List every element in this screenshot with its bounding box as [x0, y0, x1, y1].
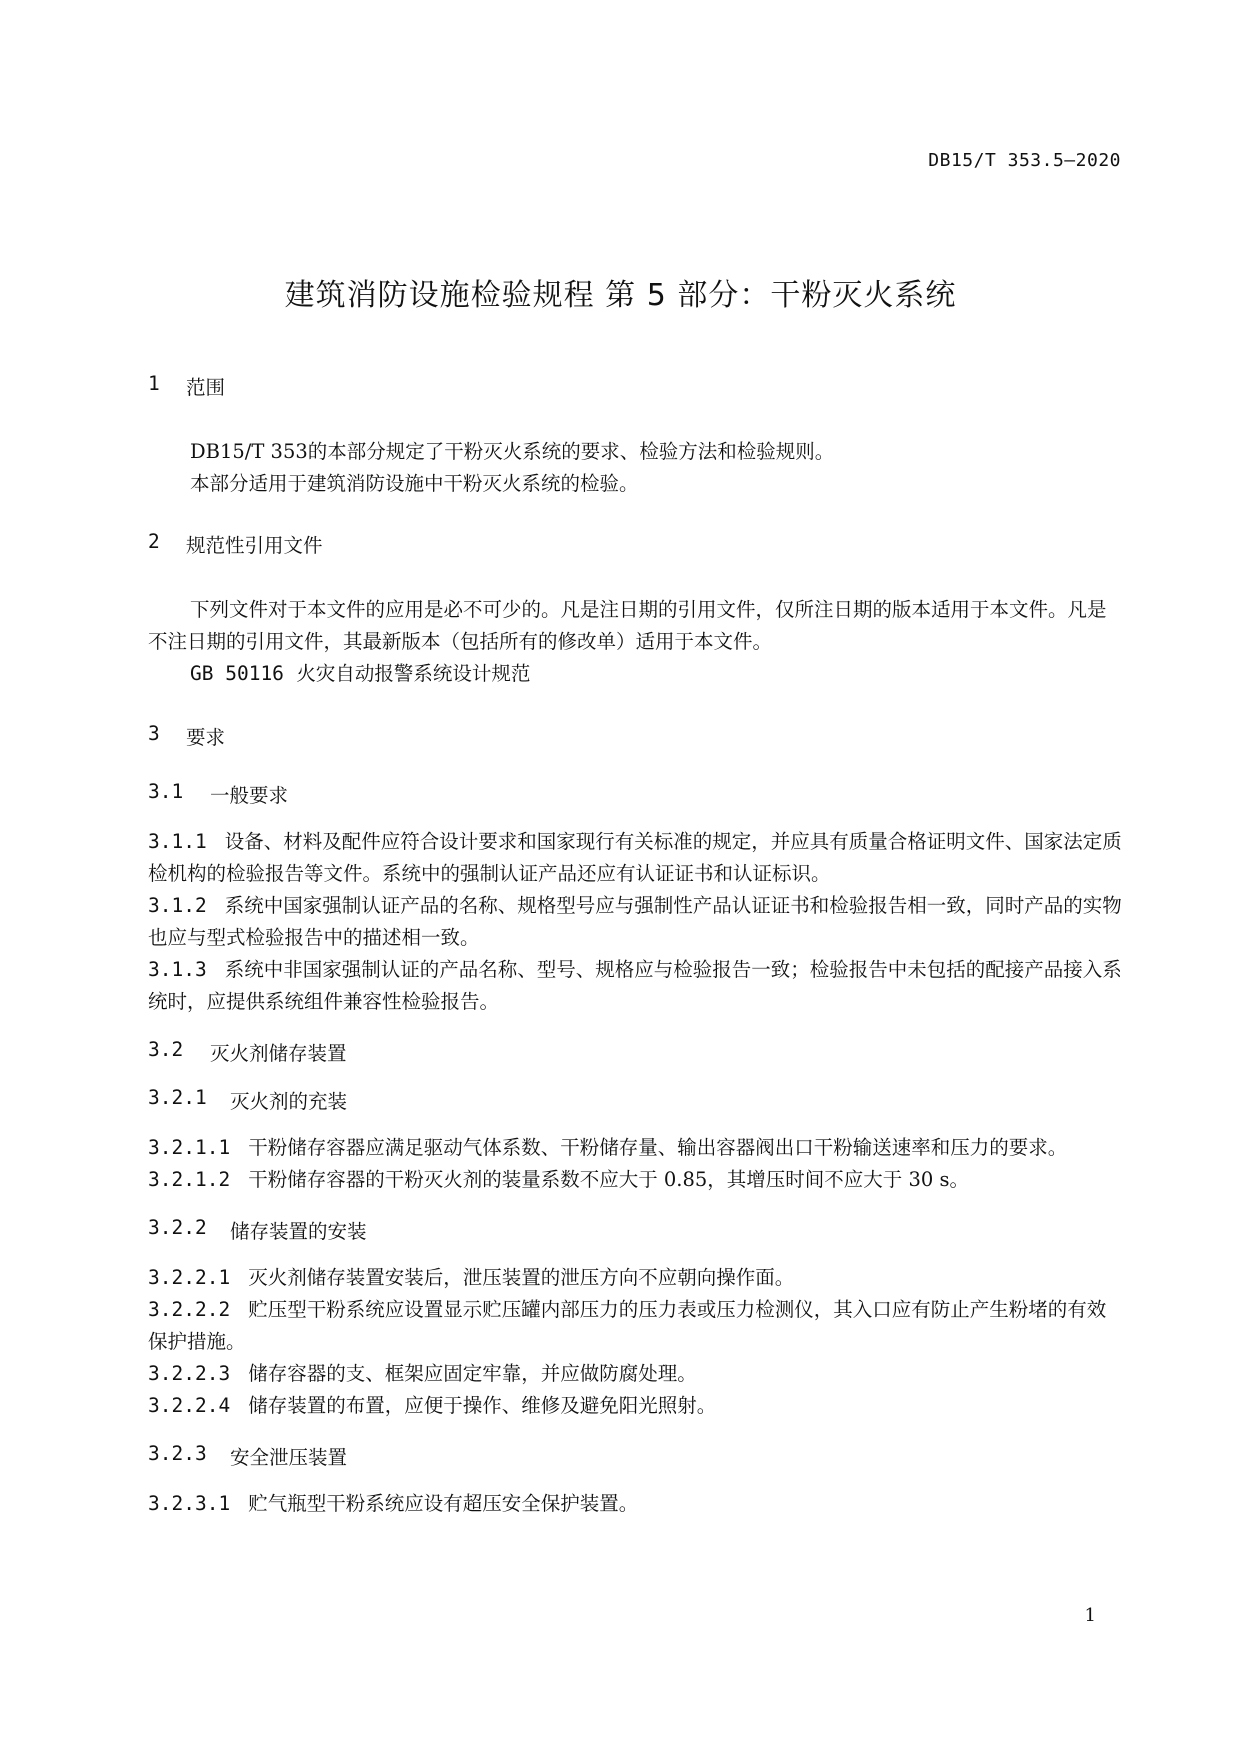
clause: 3.2.2.1 灭火剂储存装置安装后，泄压装置的泄压方向不应朝向操作面。	[148, 1266, 795, 1289]
section-heading-1: 1 范围	[148, 372, 226, 399]
paragraph: 本部分适用于建筑消防设施中干粉灭火系统的检验。	[190, 472, 639, 495]
clause: 3.2.1.2 干粉储存容器的干粉灭火剂的装量系数不应大于 0.85，其增压时间不应大于 30 s。	[148, 1168, 970, 1191]
clause: 3.1.2 系统中国家强制认证产品的名称、规格型号应与强制性产品认证证书和检验报告相一致，同时产品的实物也应与型式检验报告中的描述相一致。	[148, 894, 1122, 949]
subsection-heading: 3.2.3 安全泄压装置	[148, 1442, 348, 1469]
clause: 3.1.3 系统中非国家强制认证的产品名称、型号、规格应与检验报告一致；检验报告中未包括的配接产品接入系统时，应提供系统组件兼容性检验报告。	[148, 958, 1122, 1013]
subsection-heading: 3.1 一般要求	[148, 780, 289, 807]
reference-entry: GB 50116 火灾自动报警系统设计规范	[190, 662, 531, 685]
clause: 3.2.3.1 贮气瓶型干粉系统应设有超压安全保护装置。	[148, 1492, 639, 1515]
page-title: 建筑消防设施检验规程 第 5 部分：干粉灭火系统	[284, 278, 957, 313]
page-number: 1	[1084, 1605, 1096, 1626]
clause: 3.2.1.1 干粉储存容器应满足驱动气体系数、干粉储存量、输出容器阀出口干粉输送速率和压力的要求。	[148, 1136, 1068, 1159]
clause: 3.2.2.4 储存装置的布置，应便于操作、维修及避免阳光照射。	[148, 1394, 717, 1417]
clause: 3.2.2.2 贮压型干粉系统应设置显示贮压罐内部压力的压力表或压力检测仪，其入口应有防止产生粉堵的有效保护措施。	[148, 1298, 1107, 1353]
subsection-heading: 3.2.1 灭火剂的充装	[148, 1086, 348, 1113]
clause: 3.2.2.3 储存容器的支、框架应固定牢靠，并应做防腐处理。	[148, 1362, 697, 1385]
document-code: DB15/T 353.5—2020	[928, 150, 1121, 171]
paragraph: DB15/T 353的本部分规定了干粉灭火系统的要求、检验方法和检验规则。	[190, 440, 835, 463]
clause: 3.1.1 设备、材料及配件应符合设计要求和国家现行有关标准的规定，并应具有质量合格证明文件、国家法定质检机构的检验报告等文件。系统中的强制认证产品还应有认证证书和认证标识。	[148, 830, 1122, 885]
document-body	[148, 372, 1123, 1520]
section-heading-2: 2 规范性引用文件	[148, 530, 323, 557]
paragraph: 下列文件对于本文件的应用是必不可少的。凡是注日期的引用文件，仅所注日期的版本适用于本文件。凡是不注日期的引用文件，其最新版本（包括所有的修改单）适用于本文件。	[148, 598, 1107, 653]
section-heading-3: 3 要求	[148, 722, 226, 749]
subsection-heading: 3.2 灭火剂储存装置	[148, 1038, 347, 1065]
subsection-heading: 3.2.2 储存装置的安装	[148, 1216, 367, 1243]
